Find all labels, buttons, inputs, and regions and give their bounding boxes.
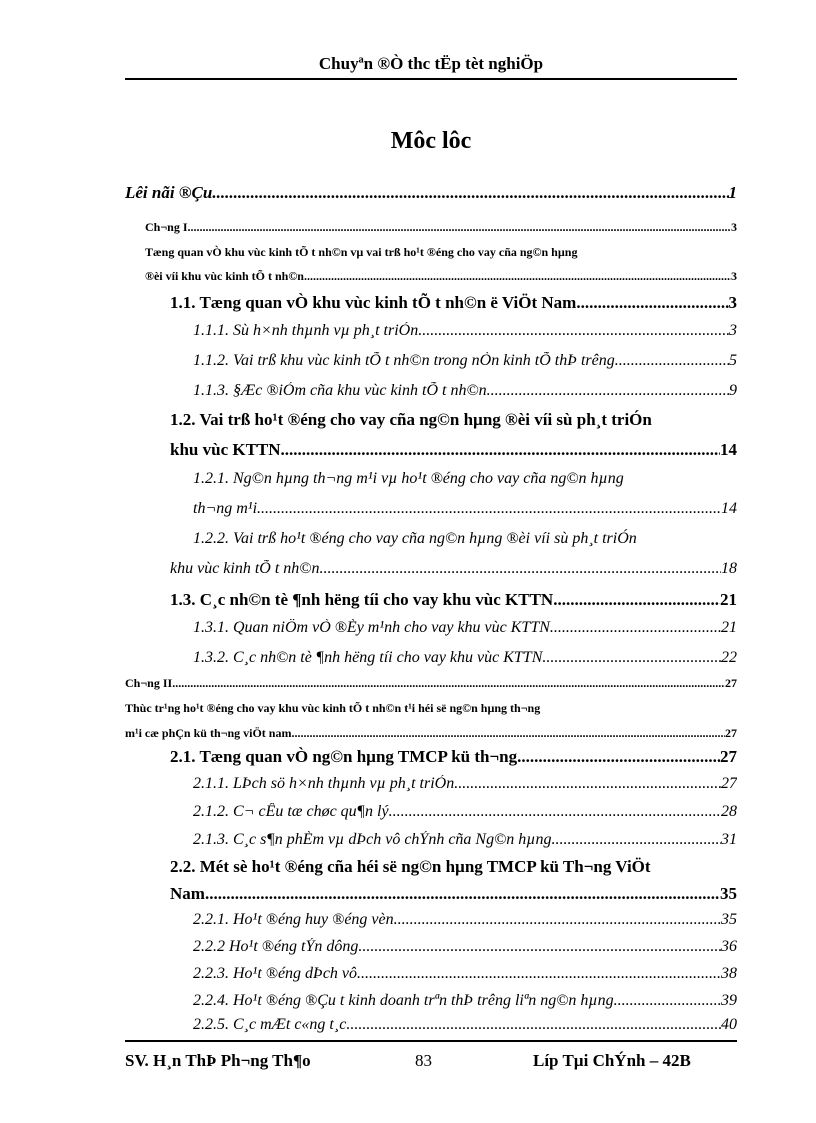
footer-class: Líp Tµi ChÝnh – 42B: [533, 1051, 691, 1070]
toc-entry-1-2-1[interactable]: th¬ng m¹i ..... 14: [193, 500, 737, 518]
toc-entry-2-1-1[interactable]: 2.1.1. LÞch sö h×nh thµnh vµ ph¸t triÓn ..... 27: [193, 775, 737, 793]
toc-entry-2-2-2[interactable]: 2.2.2 Ho¹t ®éng tÝn dông ..... 36: [193, 938, 737, 956]
toc-entry-1-1-1[interactable]: 1.1.1. Sù h×nh thµnh vµ ph¸t triÓn ..... 3: [193, 322, 737, 340]
toc-entry-2-1-2[interactable]: 2.1.2. C¬ cÊu tæ chøc qu¶n lý ..... 28: [193, 803, 737, 821]
toc-entry-chapter-1-title[interactable]: ®èi víi khu vùc kinh tÕ t nh©n ..... 3: [145, 269, 737, 284]
header-rule: [125, 78, 737, 80]
toc-entry-1-2-2[interactable]: khu vùc kinh tÕ t nh©n ..... 18: [170, 560, 737, 578]
toc-entry-1-2-2-line1: 1.2.2. Vai trß ho¹t ®éng cho vay cña ng©n hµng ®èi víi sù ph¸t triÓn: [193, 530, 637, 547]
toc-entry-2-2[interactable]: Nam ..... 35: [170, 884, 737, 904]
page-number: 83: [415, 1051, 432, 1070]
toc-entry-2-2-line1: 2.2. Mét sè ho¹t ®éng cña héi së ng©n hµng TMCP kü Th¬ng ViÖt: [170, 857, 651, 876]
toc-entry-2-2-1[interactable]: 2.2.1. Ho¹t ®éng huy ®éng vèn ..... 35: [193, 911, 737, 929]
toc-entry-1-3[interactable]: 1.3. C¸c nh©n tè ¶nh hëng tíi cho vay khu vùc KTTN ..... 21: [170, 590, 737, 610]
toc-entry-preface[interactable]: Lêi nãi ®Çu ..... 1: [125, 183, 737, 203]
toc-entry-1-1-2[interactable]: 1.1.2. Vai trß khu vùc kinh tÕ t nh©n trong nÒn kinh tÕ thÞ trêng ..... 5: [193, 352, 737, 370]
footer-author: SV. H¸n ThÞ Ph¬ng Th¶o: [125, 1051, 311, 1070]
toc-entry-chapter-2-title-line1: Thùc tr¹ng ho¹t ®éng cho vay khu vùc kinh tÕ t nh©n t¹i héi së ng©n hµng th¬ng: [125, 701, 541, 715]
toc-entry-1-3-2[interactable]: 1.3.2. C¸c nh©n tè ¶nh hëng tíi cho vay khu vùc KTTN ..... 22: [193, 649, 737, 667]
footer-rule: [125, 1040, 737, 1042]
toc-title: Môc lôc: [390, 128, 472, 154]
toc-entry-2-1[interactable]: 2.1. Tæng quan vÒ ng©n hµng TMCP kü th¬ng ..... 27: [170, 747, 737, 767]
toc-entry-chapter-1[interactable]: Ch¬ng I ..... 3: [145, 220, 737, 235]
toc-entry-1-2-1-line1: 1.2.1. Ng©n hµng th¬ng m¹i vµ ho¹t ®éng cho vay cña ng©n hµng: [193, 470, 624, 487]
toc-entry-2-2-3[interactable]: 2.2.3. Ho¹t ®éng dÞch vô ..... 38: [193, 965, 737, 983]
toc-entry-2-2-4[interactable]: 2.2.4. Ho¹t ®éng ®Çu t kinh doanh trªn thÞ trêng liªn ng©n hµng. ..... 39: [193, 992, 737, 1010]
toc-entry-1-1[interactable]: 1.1. Tæng quan vÒ khu vùc kinh tÕ t nh©n ë ViÖt Nam ..... 3: [170, 293, 737, 313]
toc-entry-2-2-5[interactable]: 2.2.5. C¸c mÆt c«ng t¸c ..... 40: [193, 1016, 737, 1034]
toc-entry-2-1-3[interactable]: 2.1.3. C¸c s¶n phÈm vµ dÞch vô chÝnh cña Ng©n hµng ..... 31: [193, 831, 737, 849]
toc-entry-1-2[interactable]: khu vùc KTTN ..... 14: [170, 440, 737, 460]
running-header: Chuyªn ®Ò thc tËp tèt nghiÖp: [318, 54, 544, 73]
toc-entry-1-1-3[interactable]: 1.1.3. §Æc ®iÓm cña khu vùc kinh tÕ t nh©n ..... 9: [193, 382, 737, 400]
toc-entry-chapter-2-title[interactable]: m¹i cæ phÇn kü th¬ng viÖt nam ..... 27: [125, 726, 737, 741]
toc-entry-chapter-2[interactable]: Ch¬ng II ..... 27: [125, 676, 737, 691]
toc-entry-1-2-line1: 1.2. Vai trß ho¹t ®éng cho vay cña ng©n hµng ®èi víi sù ph¸t triÓn: [170, 410, 652, 429]
toc-entry-1-3-1[interactable]: 1.3.1. Quan niÖm vÒ ®Èy m¹nh cho vay khu vùc KTTN ..... 21: [193, 619, 737, 637]
toc-entry-chapter-1-title-line1: Tæng quan vÒ khu vùc kinh tÕ t nh©n vµ vai trß ho¹t ®éng cho vay cña ng©n hµng: [145, 245, 578, 259]
